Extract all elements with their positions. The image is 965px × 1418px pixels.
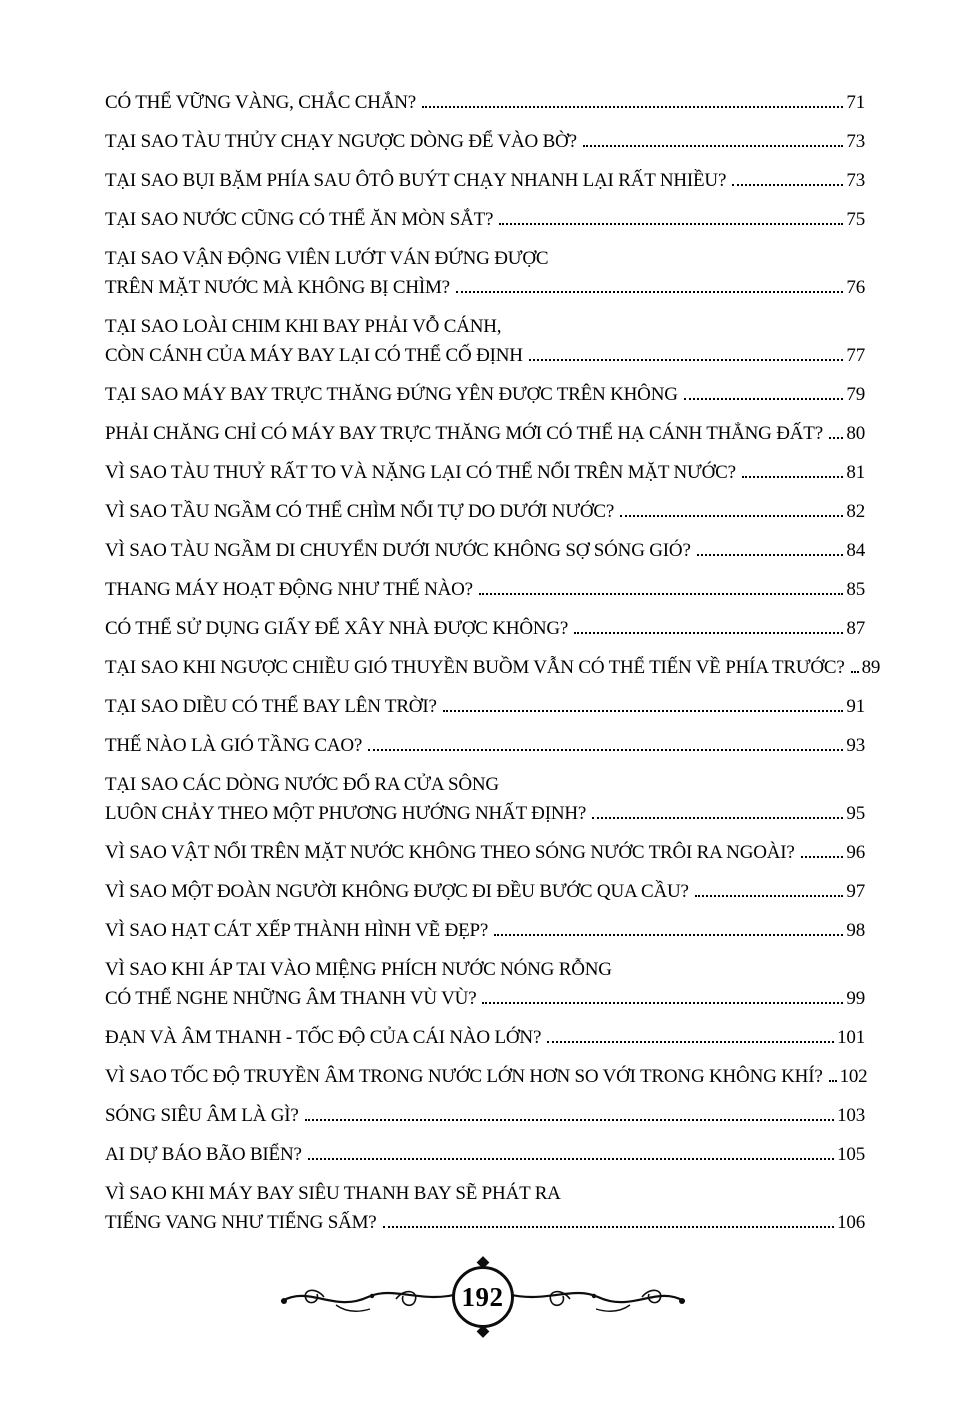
dot-leader	[574, 632, 843, 634]
toc-entry	[105, 166, 865, 195]
dot-leader	[801, 856, 844, 858]
toc-entry	[105, 1023, 865, 1052]
toc-entry-title: TIẾNG VANG NHƯ TIẾNG SẤM?	[105, 1212, 377, 1233]
toc-entry-row	[105, 166, 865, 195]
toc-entry-page-number: 96	[846, 842, 865, 863]
toc-entry-page-number: 71	[846, 92, 865, 113]
dot-leader	[456, 291, 843, 293]
dot-leader	[305, 1119, 835, 1121]
toc-entry-page-number: 84	[846, 540, 865, 561]
toc-entry-title-line: TẠI SAO VẬN ĐỘNG VIÊN LƯỚT VÁN ĐỨNG ĐƯỢC	[105, 248, 549, 269]
toc-entry	[105, 88, 865, 117]
dot-leader	[592, 817, 843, 819]
toc-entry-row	[105, 273, 865, 302]
dot-leader	[697, 554, 844, 556]
toc-entry-row	[105, 799, 865, 828]
toc-entry-page-number: 85	[846, 579, 865, 600]
toc-entry-row	[105, 536, 865, 565]
toc-entry	[105, 916, 865, 945]
toc-entry	[105, 692, 865, 721]
toc-entry	[105, 575, 865, 604]
dot-leader	[829, 437, 843, 439]
toc-list	[105, 88, 881, 1237]
toc-entry-title: THẾ NÀO LÀ GIÓ TẦNG CAO?	[105, 735, 363, 756]
toc-entry-title: VÌ SAO VẬT NỔI TRÊN MẶT NƯỚC KHÔNG THEO SÓNG NƯỚC TRÔI RA NGOÀI?	[105, 842, 795, 863]
dot-leader	[742, 476, 844, 478]
toc-entry	[105, 244, 865, 302]
toc-entry-title: AI DỰ BÁO BÃO BIỂN?	[105, 1144, 302, 1165]
toc-entry-page-number: 98	[846, 920, 865, 941]
toc-entry	[105, 955, 865, 1013]
toc-entry-row	[105, 88, 865, 117]
toc-entry	[105, 536, 865, 565]
dot-leader	[529, 359, 844, 361]
toc-entry-page-number: 99	[846, 988, 865, 1009]
toc-entry	[105, 1179, 865, 1237]
dot-leader	[499, 223, 843, 225]
toc-entry-page-number: 91	[846, 696, 865, 717]
toc-entry-page-number: 89	[861, 657, 881, 678]
toc-entry-title: CÒN CÁNH CỦA MÁY BAY LẠI CÓ THỂ CỐ ĐỊNH	[105, 345, 523, 366]
toc-entry-title: CÓ THỂ NGHE NHỮNG ÂM THANH VÙ VÙ?	[105, 988, 477, 1009]
toc-entry-row	[105, 497, 865, 526]
toc-entry-row	[105, 1062, 868, 1091]
dot-leader	[494, 934, 843, 936]
toc-entry-row	[105, 458, 865, 487]
toc-entry-title-line: TẠI SAO CÁC DÒNG NƯỚC ĐỔ RA CỬA SÔNG	[105, 774, 499, 795]
toc-entry-title: PHẢI CHĂNG CHỈ CÓ MÁY BAY TRỰC THĂNG MỚI CÓ THỂ HẠ CÁNH THẲNG ĐẤT?	[105, 423, 823, 444]
dot-leader	[829, 1080, 837, 1082]
page-number-badge	[452, 1266, 514, 1328]
toc-entry-page-number: 76	[846, 277, 865, 298]
toc-entry	[105, 312, 865, 370]
toc-entry-page-number: 82	[846, 501, 865, 522]
toc-entry	[105, 877, 865, 906]
dot-leader	[383, 1226, 835, 1228]
toc-entry-title: ĐẠN VÀ ÂM THANH - TỐC ĐỘ CỦA CÁI NÀO LỚN?	[105, 1027, 542, 1048]
toc-entry	[105, 770, 865, 828]
toc-entry	[105, 1140, 865, 1169]
flourish-left-icon	[276, 1269, 466, 1326]
toc-entry-page-number: 81	[846, 462, 865, 483]
toc-entry-page-number: 103	[837, 1105, 865, 1126]
toc-entry-title: VÌ SAO HẠT CÁT XẾP THÀNH HÌNH VẼ ĐẸP?	[105, 920, 489, 941]
toc-entry-page-number: 73	[846, 131, 865, 152]
toc-entry-row	[105, 1023, 865, 1052]
toc-entry-title: TẠI SAO TÀU THỦY CHẠY NGƯỢC DÒNG ĐỂ VÀO BỜ?	[105, 131, 577, 152]
toc-entry-row	[105, 984, 865, 1013]
toc-entry-title: VÌ SAO MỘT ĐOÀN NGƯỜI KHÔNG ĐƯỢC ĐI ĐỀU BƯỚC QUA CẦU?	[105, 881, 689, 902]
toc-entry-title-line: VÌ SAO KHI ÁP TAI VÀO MIỆNG PHÍCH NƯỚC NÓNG RỖNG	[105, 959, 612, 980]
toc-entry-row	[105, 877, 865, 906]
toc-entry	[105, 614, 865, 643]
dot-leader	[482, 1002, 843, 1004]
flourish-right-icon	[500, 1269, 690, 1326]
toc-entry-row	[105, 916, 865, 945]
toc-entry-title-line: VÌ SAO KHI MÁY BAY SIÊU THANH BAY SẼ PHÁT RA	[105, 1183, 561, 1204]
toc-entry-row	[105, 692, 865, 721]
dot-leader	[479, 593, 843, 595]
toc-entry-page-number: 79	[846, 384, 865, 405]
toc-entry-title: TRÊN MẶT NƯỚC MÀ KHÔNG BỊ CHÌM?	[105, 277, 450, 298]
dot-leader	[583, 145, 844, 147]
toc-entry-page-number: 73	[846, 170, 865, 191]
dot-leader	[684, 398, 844, 400]
dot-leader	[851, 671, 859, 673]
toc-entry-row	[105, 838, 865, 867]
page-footer-ornament	[0, 1266, 965, 1328]
toc-entry	[105, 838, 865, 867]
toc-entry	[105, 419, 865, 448]
toc-entry-title: VÌ SAO TỐC ĐỘ TRUYỀN ÂM TRONG NƯỚC LỚN HƠN SO VỚI TRONG KHÔNG KHÍ?	[105, 1066, 823, 1087]
toc-entry-title: TẠI SAO NƯỚC CŨNG CÓ THỂ ĂN MÒN SẮT?	[105, 209, 494, 230]
toc-entry-title: TẠI SAO BỤI BẶM PHÍA SAU ÔTÔ BUÝT CHẠY NHANH LẠI RẤT NHIỀU?	[105, 170, 727, 191]
page-number: 192	[461, 1281, 504, 1312]
toc-entry-title: VÌ SAO TẦU NGẦM CÓ THỂ CHÌM NỔI TỰ DO DƯỚI NƯỚC?	[105, 501, 615, 522]
dot-leader	[732, 184, 843, 186]
toc-entry-title: CÓ THỂ SỬ DỤNG GIẤY ĐỂ XÂY NHÀ ĐƯỢC KHÔNG?	[105, 618, 569, 639]
dot-leader	[620, 515, 843, 517]
toc-entry-title-line: TẠI SAO LOÀI CHIM KHI BAY PHẢI VỖ CÁNH,	[105, 316, 502, 337]
toc-entry-page-number: 93	[846, 735, 865, 756]
dot-leader	[368, 749, 843, 751]
toc-entry-row	[105, 127, 865, 156]
toc-entry-row	[105, 614, 865, 643]
toc-entry-page-number: 101	[837, 1027, 865, 1048]
toc-entry-row	[105, 1140, 865, 1169]
toc-entry-title: SÓNG SIÊU ÂM LÀ GÌ?	[105, 1105, 299, 1126]
toc-entry-row	[105, 419, 865, 448]
dot-leader	[308, 1158, 834, 1160]
toc-entry-title: TẠI SAO DIỀU CÓ THỂ BAY LÊN TRỜI?	[105, 696, 437, 717]
toc-entry	[105, 1062, 868, 1091]
toc-entry-page-number: 75	[846, 209, 865, 230]
toc-entry	[105, 1101, 865, 1130]
toc-entry	[105, 653, 881, 682]
dot-leader	[547, 1041, 834, 1043]
toc-entry-page-number: 97	[846, 881, 865, 902]
toc-entry-title: CÓ THỂ VỮNG VÀNG, CHẮC CHẮN?	[105, 92, 417, 113]
toc-entry-row	[105, 380, 865, 409]
toc-entry-title: VÌ SAO TÀU THUỶ RẤT TO VÀ NẶNG LẠI CÓ THỂ NỔI TRÊN MẶT NƯỚC?	[105, 462, 736, 483]
toc-entry-title: VÌ SAO TÀU NGẦM DI CHUYỂN DƯỚI NƯỚC KHÔNG SỢ SÓNG GIÓ?	[105, 540, 691, 561]
toc-entry-page-number: 106	[837, 1212, 865, 1233]
toc-entry-page-number: 80	[846, 423, 865, 444]
dot-leader	[695, 895, 844, 897]
toc-entry	[105, 205, 865, 234]
toc-entry-title: LUÔN CHẢY THEO MỘT PHƯƠNG HƯỚNG NHẤT ĐỊNH?	[105, 803, 587, 824]
toc-entry-row	[105, 1208, 865, 1237]
toc-entry-page-number: 102	[839, 1066, 868, 1087]
toc-entry-row	[105, 653, 881, 682]
toc-entry-title: TẠI SAO KHI NGƯỢC CHIỀU GIÓ THUYỀN BUỒM VẪN CÓ THỂ TIẾN VỀ PHÍA TRƯỚC?	[105, 657, 845, 678]
toc-entry	[105, 458, 865, 487]
toc-entry	[105, 127, 865, 156]
toc-entry	[105, 497, 865, 526]
toc-entry	[105, 380, 865, 409]
dot-leader	[443, 710, 844, 712]
toc-entry-row	[105, 1101, 865, 1130]
toc-entry-row	[105, 731, 865, 760]
toc-entry-title: TẠI SAO MÁY BAY TRỰC THĂNG ĐỨNG YÊN ĐƯỢC TRÊN KHÔNG	[105, 384, 678, 405]
toc-entry-page-number: 95	[846, 803, 865, 824]
toc-entry-page-number: 87	[846, 618, 865, 639]
toc-entry-title: THANG MÁY HOẠT ĐỘNG NHƯ THẾ NÀO?	[105, 579, 473, 600]
toc-entry-row	[105, 205, 865, 234]
toc-entry-row	[105, 341, 865, 370]
toc-entry	[105, 731, 865, 760]
dot-leader	[422, 106, 843, 108]
toc-entry-page-number: 105	[837, 1144, 865, 1165]
toc-entry-page-number: 77	[846, 345, 865, 366]
toc-entry-row	[105, 575, 865, 604]
